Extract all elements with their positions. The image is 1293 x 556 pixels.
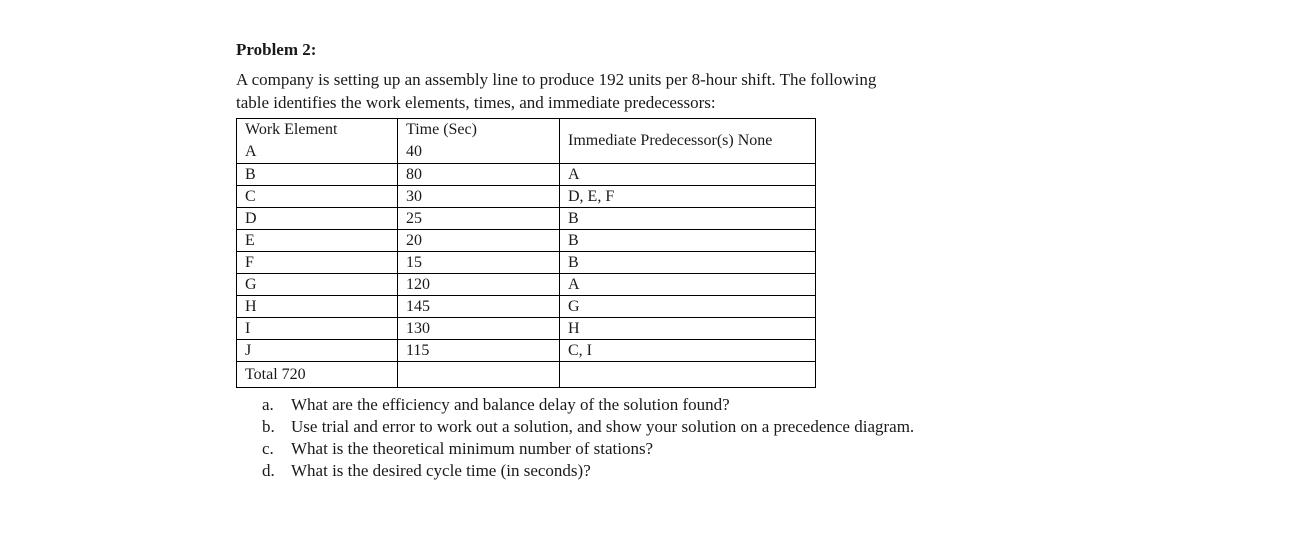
predecessor-cell: A xyxy=(560,164,816,186)
table-row xyxy=(237,208,816,230)
intro-line-1: A company is setting up an assembly line to produce 192 units per 8-hour shift. The following xyxy=(236,70,877,89)
table-header-row xyxy=(237,119,816,164)
time-cell: 120 xyxy=(398,274,560,296)
time-cell: 130 xyxy=(398,318,560,340)
element-cell: D xyxy=(237,208,398,230)
work-elements-table xyxy=(236,118,816,388)
element-cell: J xyxy=(237,340,398,362)
question-text: What is the desired cycle time (in seconds)? xyxy=(291,461,591,480)
element-cell: I xyxy=(237,318,398,340)
table-row xyxy=(237,164,816,186)
question-text: What is the theoretical minimum number of stations? xyxy=(291,439,654,458)
document xyxy=(236,38,1196,482)
header-work-element: Work Element xyxy=(245,121,338,138)
question-marker: c. xyxy=(262,439,274,458)
predecessor-cell: B xyxy=(560,208,816,230)
table-row xyxy=(237,252,816,274)
time-cell: 80 xyxy=(398,164,560,186)
header-work-element-cell xyxy=(237,119,398,164)
time-cell: 20 xyxy=(398,230,560,252)
predecessor-cell: C, I xyxy=(560,340,816,362)
header-time-cell xyxy=(398,119,560,164)
table-row xyxy=(237,230,816,252)
time-cell: 145 xyxy=(398,296,560,318)
element-cell: C xyxy=(237,186,398,208)
question-text: Use trial and error to work out a solution, and show your solution on a precedence diagram. xyxy=(291,417,915,436)
table-row xyxy=(237,274,816,296)
predecessor-cell: H xyxy=(560,318,816,340)
empty-cell xyxy=(560,362,816,388)
table-row xyxy=(237,296,816,318)
element-cell: B xyxy=(237,164,398,186)
time-cell: 15 xyxy=(398,252,560,274)
time-cell: 25 xyxy=(398,208,560,230)
row-a-time: 40 xyxy=(406,143,422,160)
intro-line-2: table identifies the work elements, times, and immediate predecessors: xyxy=(236,93,716,112)
question-item xyxy=(262,460,1196,482)
question-list xyxy=(236,394,1196,482)
predecessor-cell: B xyxy=(560,252,816,274)
question-marker: b. xyxy=(262,417,275,436)
table-row xyxy=(237,340,816,362)
element-cell: E xyxy=(237,230,398,252)
predecessor-cell: G xyxy=(560,296,816,318)
row-a-element: A xyxy=(245,143,257,160)
element-cell: F xyxy=(237,252,398,274)
problem-intro xyxy=(236,68,956,114)
header-time: Time (Sec) xyxy=(406,121,477,138)
time-cell: 115 xyxy=(398,340,560,362)
question-marker: a. xyxy=(262,395,274,414)
table-row xyxy=(237,318,816,340)
header-predecessors: Immediate Predecessor(s) None xyxy=(560,119,816,164)
time-cell: 30 xyxy=(398,186,560,208)
question-text: What are the efficiency and balance delay of the solution found? xyxy=(291,395,730,414)
total-cell: Total 720 xyxy=(237,362,398,388)
table-total-row xyxy=(237,362,816,388)
predecessor-cell: D, E, F xyxy=(560,186,816,208)
question-item xyxy=(262,394,1196,416)
question-item xyxy=(262,416,1196,438)
predecessor-cell: A xyxy=(560,274,816,296)
table-row xyxy=(237,186,816,208)
element-cell: G xyxy=(237,274,398,296)
predecessor-cell: B xyxy=(560,230,816,252)
empty-cell xyxy=(398,362,560,388)
question-marker: d. xyxy=(262,461,275,480)
question-item xyxy=(262,438,1196,460)
problem-title: Problem 2: xyxy=(236,40,317,59)
element-cell: H xyxy=(237,296,398,318)
